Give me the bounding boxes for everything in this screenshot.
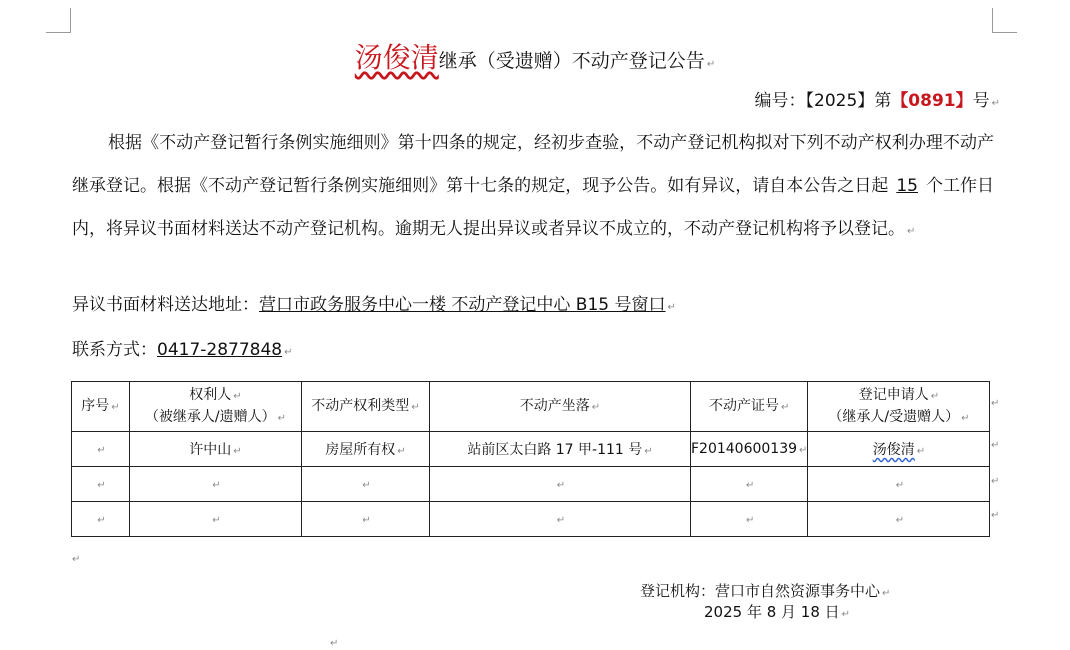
- table-row-empty: [72, 467, 990, 502]
- body-part1: 根据《不动产登记暂行条例实施细则》第十四条的规定，经初步查验，不动产登记机构拟对下列不动产权利办理不动产继承登记。根据《不动产登记暂行条例实施细则》第十七条的规定，现予公告。如有异议，请自本公告之日起: [72, 133, 994, 196]
- empty-cell: ↵: [302, 502, 430, 537]
- cell-applicant: 汤俊清 ↵: [808, 432, 990, 467]
- serial-suffix: 号: [972, 91, 990, 111]
- address-label: 异议书面材料送达地址：: [72, 295, 259, 315]
- paragraph-mark: ↵: [330, 638, 339, 649]
- paragraph-mark: ↵: [72, 554, 81, 565]
- paragraph-mark: ↵: [284, 347, 293, 358]
- paragraph-mark: ↵: [907, 226, 916, 237]
- header-cert-no: 不动产证号 ↵: [691, 382, 808, 432]
- announcement-body: [72, 122, 994, 253]
- empty-cell: ↵: [430, 467, 691, 502]
- registration-table: [71, 381, 990, 537]
- contact-value: 0417-2877848: [157, 340, 283, 360]
- table-row: [72, 432, 990, 467]
- serial-year: 【2025】: [805, 91, 875, 111]
- cell-holder: 许中山 ↵: [130, 432, 302, 467]
- serial-mid: 第: [874, 91, 892, 111]
- page-corner-top-left: [46, 8, 71, 33]
- serial-prefix: 编号：: [754, 91, 806, 111]
- title-text: 继承（受遗赠）不动产登记公告: [438, 50, 705, 72]
- empty-cell: ↵: [430, 502, 691, 537]
- empty-cell: ↵: [302, 467, 430, 502]
- empty-cell: ↵: [130, 467, 302, 502]
- serial-number: [755, 86, 1000, 111]
- contact-info: [72, 335, 293, 360]
- empty-cell: ↵: [691, 502, 808, 537]
- registration-authority: 登记机构：营口市自然资源事务中心 ↵: [640, 582, 891, 600]
- paragraph-mark: ↵: [706, 59, 716, 70]
- row-end-mark: ↵: [991, 398, 1000, 409]
- table-row-empty: [72, 502, 990, 537]
- title-name: 汤俊清: [354, 41, 439, 74]
- header-right-type: 不动产权利类型 ↵: [302, 382, 430, 432]
- serial-number-value: 【0891】: [891, 91, 973, 111]
- empty-cell: ↵: [130, 502, 302, 537]
- objection-address: [72, 290, 676, 315]
- cell-seq: ↵: [72, 432, 130, 467]
- header-location: 不动产坐落 ↵: [430, 382, 691, 432]
- empty-cell: ↵: [808, 502, 990, 537]
- header-seq: 序号 ↵: [72, 382, 130, 432]
- body-days: 15: [896, 176, 918, 196]
- paragraph-mark: ↵: [667, 302, 676, 313]
- empty-cell: ↵: [808, 467, 990, 502]
- header-holder: 权利人 ↵ （被继承人/遗赠人） ↵: [130, 382, 302, 432]
- paragraph-mark: ↵: [991, 98, 1000, 109]
- cell-cert-no: F20140600139 ↵: [691, 432, 808, 467]
- page-corner-top-right: [992, 8, 1017, 33]
- empty-cell: ↵: [72, 467, 130, 502]
- announcement-date: 2025 年 8 月 18 日 ↵: [704, 603, 851, 621]
- cell-right-type: 房屋所有权 ↵: [302, 432, 430, 467]
- row-end-mark: ↵: [991, 510, 1000, 521]
- address-value: 营口市政务服务中心一楼 不动产登记中心 B15 号窗口: [259, 295, 666, 315]
- row-end-mark: ↵: [991, 476, 1000, 487]
- header-applicant: 登记申请人 ↵ （继承人/受遗赠人） ↵: [808, 382, 990, 432]
- row-end-mark: ↵: [991, 440, 1000, 451]
- empty-cell: ↵: [691, 467, 808, 502]
- contact-label: 联系方式：: [72, 340, 157, 360]
- table-header-row: [72, 382, 990, 432]
- body-part2: 个工作日内，将异议书面材料送达不动产登记机构。逾期无人提出异议或者异议不成立的，不动产登记机构将予以登记。: [72, 176, 995, 239]
- announcement-title: [0, 36, 1070, 76]
- cell-location: 站前区太白路 17 甲-111 号 ↵: [430, 432, 691, 467]
- empty-cell: ↵: [72, 502, 130, 537]
